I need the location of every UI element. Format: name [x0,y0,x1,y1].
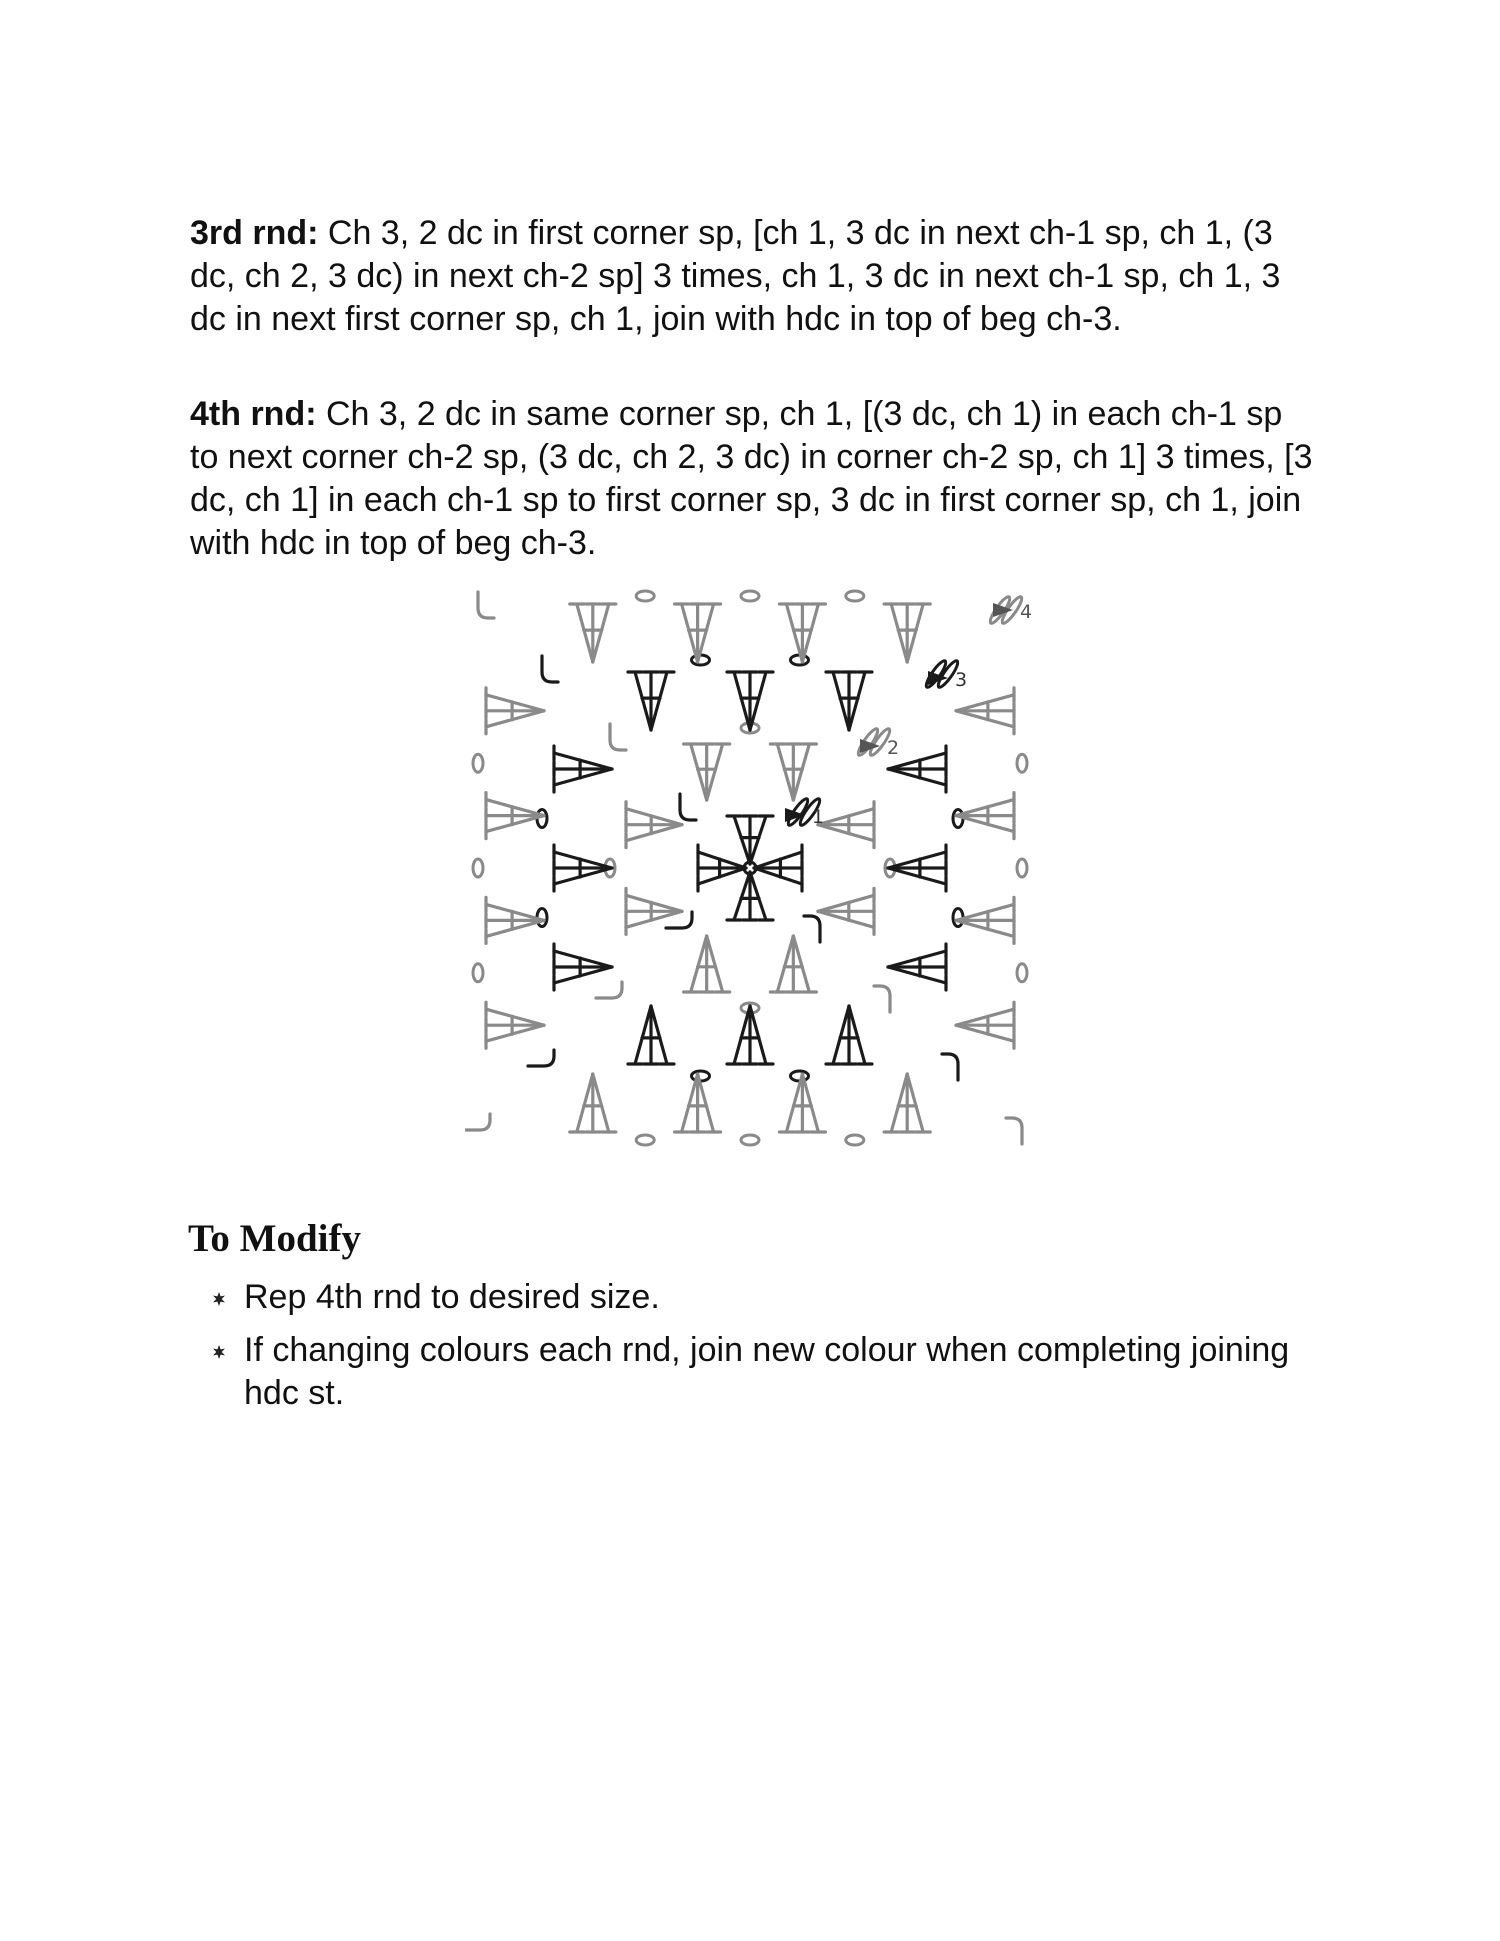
dc-cluster-symbol [554,746,612,792]
to-modify-heading: To Modify [188,1217,362,1260]
dc-cluster-symbol [727,1006,773,1064]
round-marker-label-3: 3 [955,669,968,691]
chain-symbol [846,591,864,601]
dc-cluster-symbol [698,845,746,891]
dc-cluster-symbol [486,793,544,839]
modify-item-text: If changing colours each rnd, join new colour when completing joining hdc st. [244,1331,1290,1412]
round-marker-label-1: 1 [812,806,825,828]
corner-chain-symbol [804,916,820,942]
corner-chain-symbol [680,794,696,820]
dc-cluster-symbol [684,936,730,992]
dc-cluster-symbol [956,793,1014,839]
dc-cluster-symbol [770,936,816,992]
chain-symbol [741,591,759,601]
round-4-label: 4th rnd: [190,395,317,433]
dc-cluster-symbol [826,1006,872,1064]
list-item [212,1329,1312,1415]
dc-cluster-symbol [888,944,946,990]
round-marker-label-4: 4 [1020,601,1033,623]
corner-chain-symbol [1006,1118,1022,1144]
dc-cluster-symbol [779,604,825,662]
chain-symbol [473,964,483,982]
dc-cluster-symbol [818,802,874,848]
dc-cluster-symbol [956,688,1014,734]
dc-cluster-symbol [675,1074,721,1132]
round-3-text: Ch 3, 2 dc in first corner sp, [ch 1, 3 dc in next ch-1 sp, ch 1, (3 dc, ch 2, 3 dc) in next ch-2 sp] 3 times, ch 1, 3 dc in next ch-1 sp, ch 1, 3 dc in next first corner sp, ch 1, join with hdc in top of beg ch-3. [190,214,1281,338]
chain-symbol [636,591,654,601]
chain-symbol [1017,859,1027,877]
modify-item-text: Rep 4th rnd to desired size. [244,1278,660,1316]
corner-chain-symbol [528,1050,554,1066]
chain-symbol [1017,754,1027,772]
chain-symbol [473,754,483,772]
corner-chain-symbol [596,982,622,998]
dc-cluster-symbol [727,872,773,920]
dc-cluster-symbol [486,897,544,943]
corner-chain-symbol [942,1054,958,1080]
chain-symbol [473,859,483,877]
dc-cluster-symbol [818,888,874,934]
dc-cluster-symbol [570,604,616,662]
dc-cluster-symbol [628,1006,674,1064]
dc-cluster-symbol [770,744,816,800]
dc-cluster-symbol [486,1002,544,1048]
modify-list [212,1276,1312,1425]
dc-cluster-symbol [570,1074,616,1132]
dc-cluster-symbol [884,604,930,662]
round-3-label: 3rd rnd: [190,214,319,252]
dc-cluster-symbol [956,897,1014,943]
chain-symbol [741,1135,759,1145]
dc-cluster-symbol [628,672,674,730]
bullet-star-icon [212,1292,226,1306]
dc-cluster-symbol [554,845,612,891]
crochet-chart-diagram [465,578,1035,1158]
dc-cluster-symbol [727,672,773,730]
dc-cluster-symbol [888,845,946,891]
corner-chain-symbol [465,1114,490,1130]
list-item [212,1276,1312,1319]
corner-chain-symbol [542,656,558,682]
dc-cluster-symbol [626,802,682,848]
chain-symbol [636,1135,654,1145]
dc-cluster-symbol [754,845,802,891]
dc-cluster-symbol [727,816,773,864]
dc-cluster-symbol [779,1074,825,1132]
dc-cluster-symbol [956,1002,1014,1048]
dc-cluster-symbol [884,1074,930,1132]
round-4-instructions [190,393,1320,565]
chain-symbol [846,1135,864,1145]
dc-cluster-symbol [684,744,730,800]
corner-chain-symbol [610,724,626,750]
corner-chain-symbol [478,592,494,618]
bullet-star-icon [212,1345,226,1359]
dc-cluster-symbol [675,604,721,662]
dc-cluster-symbol [826,672,872,730]
round-4-text: Ch 3, 2 dc in same corner sp, ch 1, [(3 dc, ch 1) in each ch-1 sp to next corner ch-2 sp, (3 dc, ch 2, 3 dc) in corner ch-2 sp, ch 1] 3 times, [3 dc, ch 1] in each ch-1 sp to first corner sp, 3 dc in first corner sp, ch 1, join with hdc in top of beg ch-3. [190,395,1313,562]
chain-symbol [1017,964,1027,982]
round-marker-label-2: 2 [887,737,900,759]
round-3-instructions [190,212,1320,341]
dc-cluster-symbol [486,688,544,734]
dc-cluster-symbol [554,944,612,990]
corner-chain-symbol [874,986,890,1012]
